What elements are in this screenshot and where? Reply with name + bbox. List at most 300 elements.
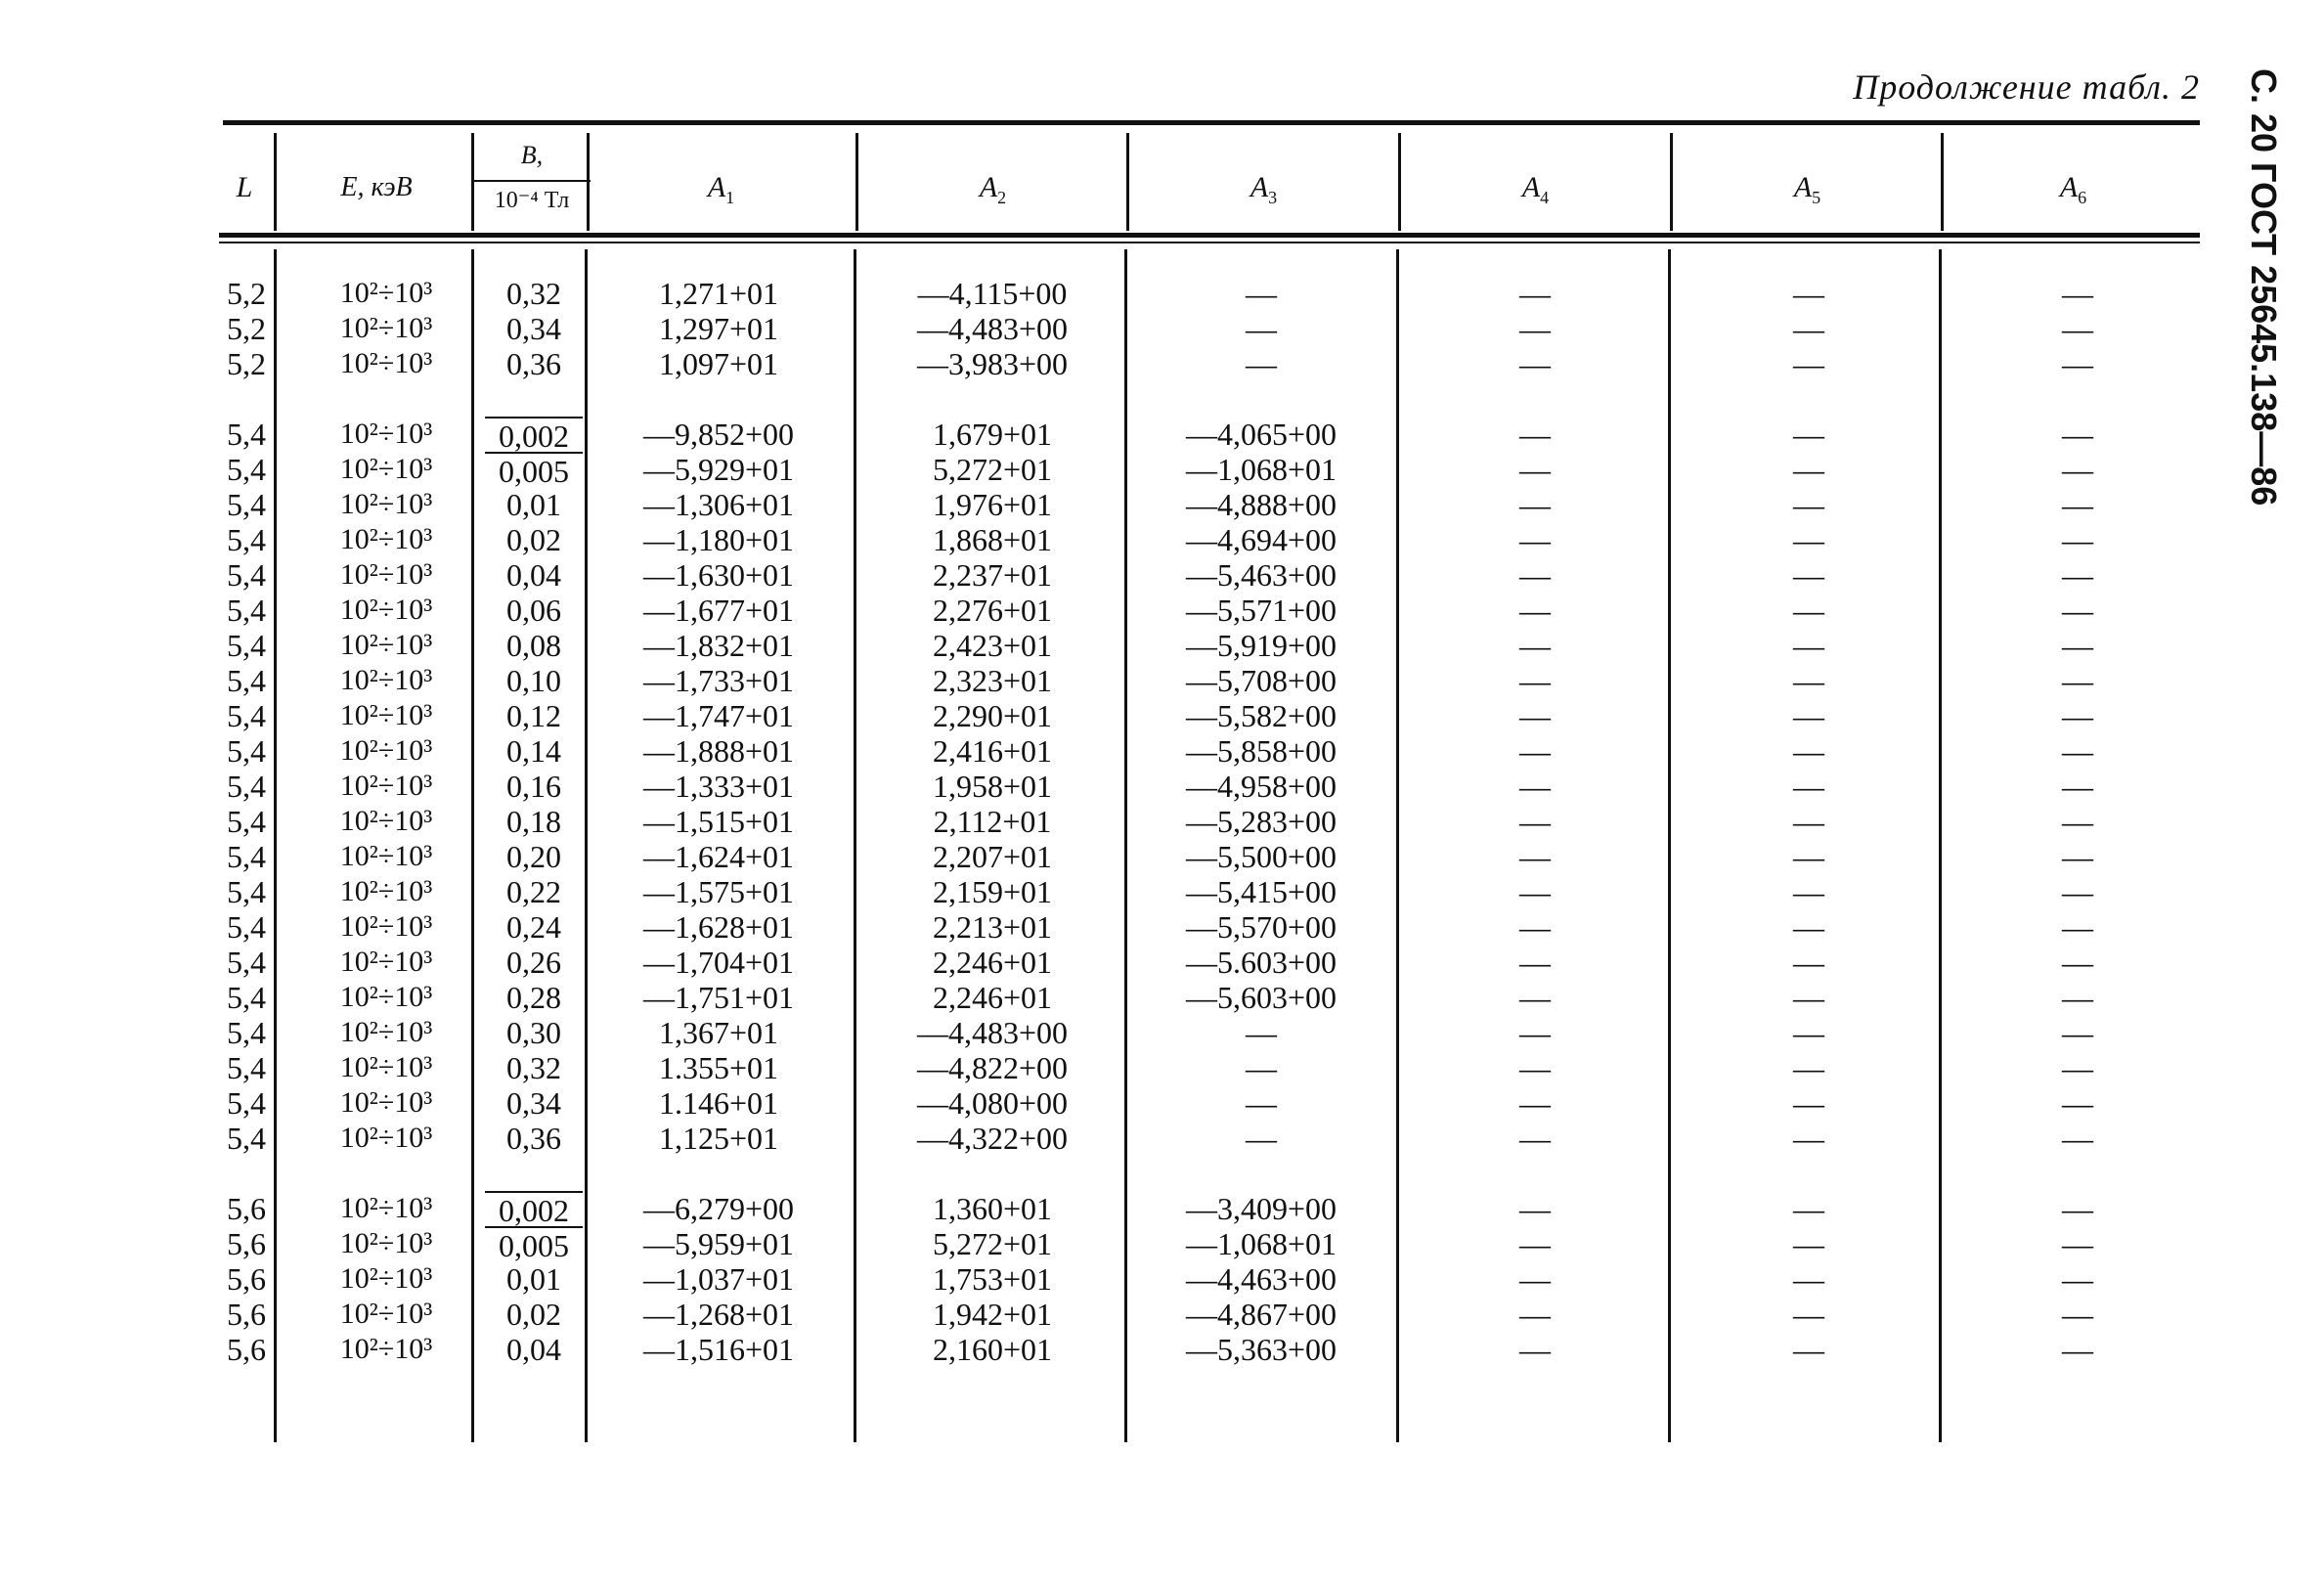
table-row [0, 769, 2249, 804]
cell-a1: —1,515+01 [642, 804, 795, 839]
cell-a1: 1,297+01 [658, 311, 779, 346]
cell-a5: — [1793, 452, 1824, 487]
cell-a4: — [1519, 1085, 1551, 1121]
cell-e: 10²÷10³ [339, 594, 433, 626]
cell-a4: — [1519, 452, 1551, 487]
cell-a1: —1,888+01 [642, 733, 795, 769]
cell-a4: — [1519, 1297, 1551, 1332]
cell-a2: 5,272+01 [932, 1226, 1053, 1261]
cell-a1: —1,630+01 [642, 557, 795, 593]
cell-a6: — [2062, 522, 2093, 557]
cell-e: 10²÷10³ [339, 981, 433, 1013]
cell-a6: — [2062, 945, 2093, 980]
cell-a1: —1,306+01 [642, 487, 795, 522]
cell-e: 10²÷10³ [339, 1298, 433, 1330]
cell-a2: 2,416+01 [932, 733, 1053, 769]
cell-a6: — [2062, 1297, 2093, 1332]
cell-a5: — [1793, 276, 1824, 311]
cell-l: 5,4 [227, 804, 266, 839]
cell-a2: 2,323+01 [932, 663, 1053, 698]
cell-b: 0,005 [485, 1226, 583, 1263]
cell-a4: — [1519, 1015, 1551, 1050]
header-b-top: B, [520, 141, 544, 169]
table-row [0, 593, 2249, 628]
cell-a4: — [1519, 839, 1551, 874]
header-a1 [587, 147, 855, 229]
table-row [0, 698, 2249, 733]
cell-b: 0,002 [485, 1191, 583, 1228]
cell-a6: — [2062, 663, 2093, 698]
cell-l: 5,4 [227, 769, 266, 804]
cell-a2: 2,276+01 [932, 593, 1053, 628]
header-a1-sub: 1 [725, 188, 735, 207]
cell-a4: — [1519, 945, 1551, 980]
cell-a6: — [2062, 593, 2093, 628]
cell-a4: — [1519, 417, 1551, 452]
cell-a3: — [1246, 346, 1277, 381]
cell-a4: — [1519, 346, 1551, 381]
cell-a4: — [1519, 276, 1551, 311]
cell-a5: — [1793, 1085, 1824, 1121]
cell-a4: — [1519, 769, 1551, 804]
cell-e: 10²÷10³ [339, 699, 433, 731]
cell-l: 5,2 [227, 276, 266, 311]
cell-a6: — [2062, 557, 2093, 593]
cell-a1: —6,279+00 [642, 1191, 795, 1226]
cell-a1: —1,268+01 [642, 1297, 795, 1332]
cell-e: 10²÷10³ [339, 770, 433, 802]
cell-e: 10²÷10³ [339, 1016, 433, 1048]
cell-b: 0,10 [506, 663, 561, 698]
cell-a6: — [2062, 346, 2093, 381]
table-row [0, 417, 2249, 452]
cell-l: 5,4 [227, 945, 266, 980]
header-a6-sub: 6 [2078, 188, 2087, 207]
cell-l: 5,4 [227, 839, 266, 874]
cell-e: 10²÷10³ [339, 1262, 433, 1295]
side-page-label-text: С. 20 ГОСТ 25645.138—86 [2244, 68, 2284, 507]
cell-b: 0,01 [506, 487, 561, 522]
cell-l: 5,4 [227, 909, 266, 945]
cell-a3: — [1246, 311, 1277, 346]
cell-l: 5,6 [227, 1332, 266, 1367]
table-row [0, 1085, 2249, 1121]
cell-e: 10²÷10³ [339, 488, 433, 520]
cell-l: 5,4 [227, 663, 266, 698]
cell-a3: —5.603+00 [1185, 945, 1337, 980]
cell-a3: — [1246, 1050, 1277, 1085]
table-row [0, 1015, 2249, 1050]
header-e: E, кэВ [340, 172, 413, 202]
cell-a4: — [1519, 311, 1551, 346]
cell-a3: —5,582+00 [1185, 698, 1337, 733]
table-row [0, 346, 2249, 381]
cell-b: 0,18 [506, 804, 561, 839]
cell-e: 10²÷10³ [339, 805, 433, 837]
cell-a2: —4,483+00 [916, 311, 1069, 346]
cell-a5: — [1793, 945, 1824, 980]
cell-a1: —1,037+01 [642, 1261, 795, 1297]
cell-a4: — [1519, 804, 1551, 839]
cell-b: 0,26 [506, 945, 561, 980]
cell-a5: — [1793, 804, 1824, 839]
header-a5-letter: A [1793, 171, 1813, 203]
cell-a1: —5,929+01 [642, 452, 795, 487]
cell-a3: —5,363+00 [1185, 1332, 1337, 1367]
cell-e: 10²÷10³ [339, 629, 433, 661]
cell-a5: — [1793, 698, 1824, 733]
table-row [0, 874, 2249, 909]
table-row [0, 522, 2249, 557]
cell-b: 0,002 [485, 417, 583, 454]
cell-a6: — [2062, 698, 2093, 733]
cell-a5: — [1793, 769, 1824, 804]
cell-a3: —3,409+00 [1185, 1191, 1337, 1226]
cell-b: 0,20 [506, 839, 561, 874]
cell-a6: — [2062, 628, 2093, 663]
cell-a5: — [1793, 1050, 1824, 1085]
cell-a3: —5,603+00 [1185, 980, 1337, 1015]
cell-a1: 1.146+01 [658, 1085, 779, 1121]
table-row [0, 733, 2249, 769]
cell-l: 5,4 [227, 1121, 266, 1156]
cell-b: 0,22 [506, 874, 561, 909]
cell-a1: 1,367+01 [658, 1015, 779, 1050]
cell-a3: —5,500+00 [1185, 839, 1337, 874]
table-row [0, 452, 2249, 487]
cell-a5: — [1793, 663, 1824, 698]
table-row [0, 487, 2249, 522]
cell-a2: —4,822+00 [916, 1050, 1069, 1085]
cell-b: 0,34 [506, 1085, 561, 1121]
cell-a1: 1,271+01 [658, 276, 779, 311]
cell-a6: — [2062, 276, 2093, 311]
cell-a2: 2,423+01 [932, 628, 1053, 663]
cell-e: 10²÷10³ [339, 312, 433, 344]
cell-l: 5,4 [227, 874, 266, 909]
cell-e: 10²÷10³ [339, 453, 433, 485]
cell-a2: 2,237+01 [932, 557, 1053, 593]
cell-l: 5,4 [227, 1015, 266, 1050]
cell-l: 5,4 [227, 1085, 266, 1121]
cell-a2: 2,160+01 [932, 1332, 1053, 1367]
cell-a3: —1,068+01 [1185, 1226, 1337, 1261]
cell-a3: —5,858+00 [1185, 733, 1337, 769]
cell-a5: — [1793, 839, 1824, 874]
cell-a2: 1,360+01 [932, 1191, 1053, 1226]
cell-a4: — [1519, 980, 1551, 1015]
cell-a4: — [1519, 1332, 1551, 1367]
cell-a1: —1,180+01 [642, 522, 795, 557]
cell-e: 10²÷10³ [339, 910, 433, 943]
header-a5-sub: 5 [1812, 188, 1821, 207]
cell-a5: — [1793, 909, 1824, 945]
cell-a3: —5,570+00 [1185, 909, 1337, 945]
cell-a6: — [2062, 1121, 2093, 1156]
cell-a6: — [2062, 1191, 2093, 1226]
cell-a2: 2,246+01 [932, 980, 1053, 1015]
cell-e: 10²÷10³ [339, 1333, 433, 1365]
cell-l: 5,4 [227, 628, 266, 663]
cell-a2: —4,115+00 [917, 276, 1068, 311]
cell-a2: 2,159+01 [932, 874, 1053, 909]
cell-b: 0,28 [506, 980, 561, 1015]
cell-b: 0,005 [485, 452, 583, 489]
cell-a3: — [1246, 1015, 1277, 1050]
cell-a1: —1,733+01 [642, 663, 795, 698]
cell-l: 5,4 [227, 452, 266, 487]
cell-a2: 1,958+01 [932, 769, 1053, 804]
cell-e: 10²÷10³ [339, 946, 433, 978]
cell-l: 5,6 [227, 1226, 266, 1261]
table-row [0, 628, 2249, 663]
cell-a5: — [1793, 733, 1824, 769]
cell-a1: —1,575+01 [642, 874, 795, 909]
cell-e: 10²÷10³ [339, 558, 433, 591]
cell-a6: — [2062, 733, 2093, 769]
cell-l: 5,6 [227, 1261, 266, 1297]
cell-a4: — [1519, 1226, 1551, 1261]
cell-e: 10²÷10³ [339, 1227, 433, 1259]
cell-a5: — [1793, 1226, 1824, 1261]
cell-a6: — [2062, 487, 2093, 522]
header-a2 [858, 147, 1127, 229]
table-row [0, 1332, 2249, 1367]
cell-a5: — [1793, 417, 1824, 452]
cell-a2: —4,483+00 [916, 1015, 1069, 1050]
header-b-bottom: 10⁻⁴ Тл [473, 180, 591, 214]
table-row [0, 980, 2249, 1015]
cell-a3: — [1246, 1085, 1277, 1121]
cell-a1: —9,852+00 [642, 417, 795, 452]
cell-e: 10²÷10³ [339, 664, 433, 696]
table-row [0, 276, 2249, 311]
cell-l: 5,4 [227, 487, 266, 522]
table-row [0, 909, 2249, 945]
cell-a5: — [1793, 487, 1824, 522]
header-l: L [236, 171, 253, 203]
table-row [0, 1226, 2249, 1261]
cell-b: 0,02 [506, 1297, 561, 1332]
cell-a4: — [1519, 557, 1551, 593]
cell-a2: 5,272+01 [932, 452, 1053, 487]
table-row [0, 839, 2249, 874]
cell-e: 10²÷10³ [339, 1051, 433, 1083]
table-row [0, 945, 2249, 980]
cell-a2: 2,246+01 [932, 945, 1053, 980]
cell-a4: — [1519, 909, 1551, 945]
cell-l: 5,4 [227, 698, 266, 733]
header-bottom-rule-thin [219, 242, 2200, 243]
cell-a3: —4,065+00 [1185, 417, 1337, 452]
cell-a3: — [1246, 1121, 1277, 1156]
cell-a6: — [2062, 1226, 2093, 1261]
cell-b: 0,34 [506, 311, 561, 346]
cell-a3: —5,415+00 [1185, 874, 1337, 909]
cell-a4: — [1519, 628, 1551, 663]
cell-a4: — [1519, 663, 1551, 698]
header-a3-letter: A [1250, 171, 1269, 203]
cell-a6: — [2062, 804, 2093, 839]
cell-a5: — [1793, 1332, 1824, 1367]
table-row [0, 1297, 2249, 1332]
header-a3-sub: 3 [1268, 188, 1278, 207]
cell-a2: 2,213+01 [932, 909, 1053, 945]
cell-a1: 1.355+01 [658, 1050, 779, 1085]
cell-l: 5,4 [227, 733, 266, 769]
cell-e: 10²÷10³ [339, 1122, 433, 1154]
cell-a6: — [2062, 980, 2093, 1015]
cell-e: 10²÷10³ [339, 840, 433, 872]
cell-a2: —4,322+00 [916, 1121, 1069, 1156]
cell-l: 5,4 [227, 593, 266, 628]
cell-a4: — [1519, 1121, 1551, 1156]
cell-a3: —5,708+00 [1185, 663, 1337, 698]
cell-b: 0,24 [506, 909, 561, 945]
cell-a3: —5,463+00 [1185, 557, 1337, 593]
cell-a4: — [1519, 874, 1551, 909]
cell-a2: 2,207+01 [932, 839, 1053, 874]
cell-a1: —1,677+01 [642, 593, 795, 628]
cell-b: 0,32 [506, 276, 561, 311]
cell-a1: —1,704+01 [642, 945, 795, 980]
cell-a6: — [2062, 452, 2093, 487]
cell-a3: —4,694+00 [1185, 522, 1337, 557]
cell-a6: — [2062, 1015, 2093, 1050]
cell-a6: — [2062, 1332, 2093, 1367]
cell-a4: — [1519, 593, 1551, 628]
continuation-label: Продолжение табл. 2 [1853, 67, 2200, 107]
cell-l: 5,2 [227, 311, 266, 346]
header-a4-letter: A [1521, 171, 1541, 203]
cell-a2: 1,976+01 [932, 487, 1053, 522]
cell-a4: — [1519, 698, 1551, 733]
cell-e: 10²÷10³ [339, 523, 433, 555]
cell-a2: —4,080+00 [916, 1085, 1069, 1121]
cell-a5: — [1793, 557, 1824, 593]
cell-a1: 1,125+01 [658, 1121, 779, 1156]
cell-b: 0,01 [506, 1261, 561, 1297]
cell-e: 10²÷10³ [339, 1192, 433, 1224]
cell-b: 0,36 [506, 1121, 561, 1156]
cell-e: 10²÷10³ [339, 875, 433, 907]
table-row [0, 1191, 2249, 1226]
table-row [0, 1261, 2249, 1297]
header-a4-sub: 4 [1540, 188, 1550, 207]
cell-a2: 1,942+01 [932, 1297, 1053, 1332]
cell-a1: 1,097+01 [658, 346, 779, 381]
cell-a3: —4,958+00 [1185, 769, 1337, 804]
cell-a2: —3,983+00 [916, 346, 1069, 381]
cell-a5: — [1793, 874, 1824, 909]
cell-a6: — [2062, 874, 2093, 909]
cell-a4: — [1519, 1050, 1551, 1085]
table-row [0, 1121, 2249, 1156]
cell-l: 5,4 [227, 1050, 266, 1085]
header-a5 [1673, 147, 1942, 229]
cell-b: 0,14 [506, 733, 561, 769]
cell-a5: — [1793, 311, 1824, 346]
cell-b: 0,04 [506, 1332, 561, 1367]
cell-l: 5,4 [227, 522, 266, 557]
cell-a3: —5,283+00 [1185, 804, 1337, 839]
table-row [0, 557, 2249, 593]
cell-a1: —1,624+01 [642, 839, 795, 874]
header-b [473, 135, 591, 229]
cell-a2: 1,679+01 [932, 417, 1053, 452]
cell-a1: —1,747+01 [642, 698, 795, 733]
cell-a5: — [1793, 628, 1824, 663]
cell-a3: —1,068+01 [1185, 452, 1337, 487]
cell-a5: — [1793, 1015, 1824, 1050]
cell-a6: — [2062, 1050, 2093, 1085]
header-a2-letter: A [979, 171, 998, 203]
cell-a4: — [1519, 522, 1551, 557]
cell-e: 10²÷10³ [339, 734, 433, 767]
cell-a2: 2,112+01 [933, 804, 1052, 839]
cell-a2: 1,753+01 [932, 1261, 1053, 1297]
cell-e: 10²÷10³ [339, 277, 433, 309]
cell-b: 0,16 [506, 769, 561, 804]
header-a3 [1129, 147, 1398, 229]
cell-a3: —4,463+00 [1185, 1261, 1337, 1297]
cell-e: 10²÷10³ [339, 1086, 433, 1119]
cell-l: 5,6 [227, 1297, 266, 1332]
cell-e: 10²÷10³ [339, 347, 433, 379]
cell-a5: — [1793, 593, 1824, 628]
cell-a3: —4,888+00 [1185, 487, 1337, 522]
table-top-rule [223, 120, 2200, 125]
cell-a1: —1,628+01 [642, 909, 795, 945]
header-a1-letter: A [707, 171, 726, 203]
table-row [0, 311, 2249, 346]
cell-a3: —4,867+00 [1185, 1297, 1337, 1332]
cell-a5: — [1793, 1191, 1824, 1226]
cell-a5: — [1793, 1297, 1824, 1332]
cell-l: 5,4 [227, 557, 266, 593]
header-a6 [1944, 147, 2203, 229]
cell-a1: —1,333+01 [642, 769, 795, 804]
table-row [0, 1050, 2249, 1085]
header-a2-sub: 2 [997, 188, 1007, 207]
cell-l: 5,4 [227, 980, 266, 1015]
cell-a4: — [1519, 733, 1551, 769]
cell-a5: — [1793, 522, 1824, 557]
header-a4 [1401, 147, 1670, 229]
cell-a1: —1,832+01 [642, 628, 795, 663]
cell-a5: — [1793, 1121, 1824, 1156]
cell-a4: — [1519, 1261, 1551, 1297]
cell-b: 0,08 [506, 628, 561, 663]
cell-l: 5,4 [227, 417, 266, 452]
cell-a6: — [2062, 1261, 2093, 1297]
cell-a1: —5,959+01 [642, 1226, 795, 1261]
cell-a2: 1,868+01 [932, 522, 1053, 557]
cell-a5: — [1793, 1261, 1824, 1297]
cell-a6: — [2062, 417, 2093, 452]
cell-a1: —1,751+01 [642, 980, 795, 1015]
cell-a3: —5,571+00 [1185, 593, 1337, 628]
cell-e: 10²÷10³ [339, 418, 433, 450]
cell-b: 0,02 [506, 522, 561, 557]
cell-b: 0,30 [506, 1015, 561, 1050]
cell-b: 0,36 [506, 346, 561, 381]
table-row [0, 804, 2249, 839]
column-divider [274, 133, 277, 231]
cell-a3: —5,919+00 [1185, 628, 1337, 663]
cell-a2: 2,290+01 [932, 698, 1053, 733]
cell-l: 5,6 [227, 1191, 266, 1226]
